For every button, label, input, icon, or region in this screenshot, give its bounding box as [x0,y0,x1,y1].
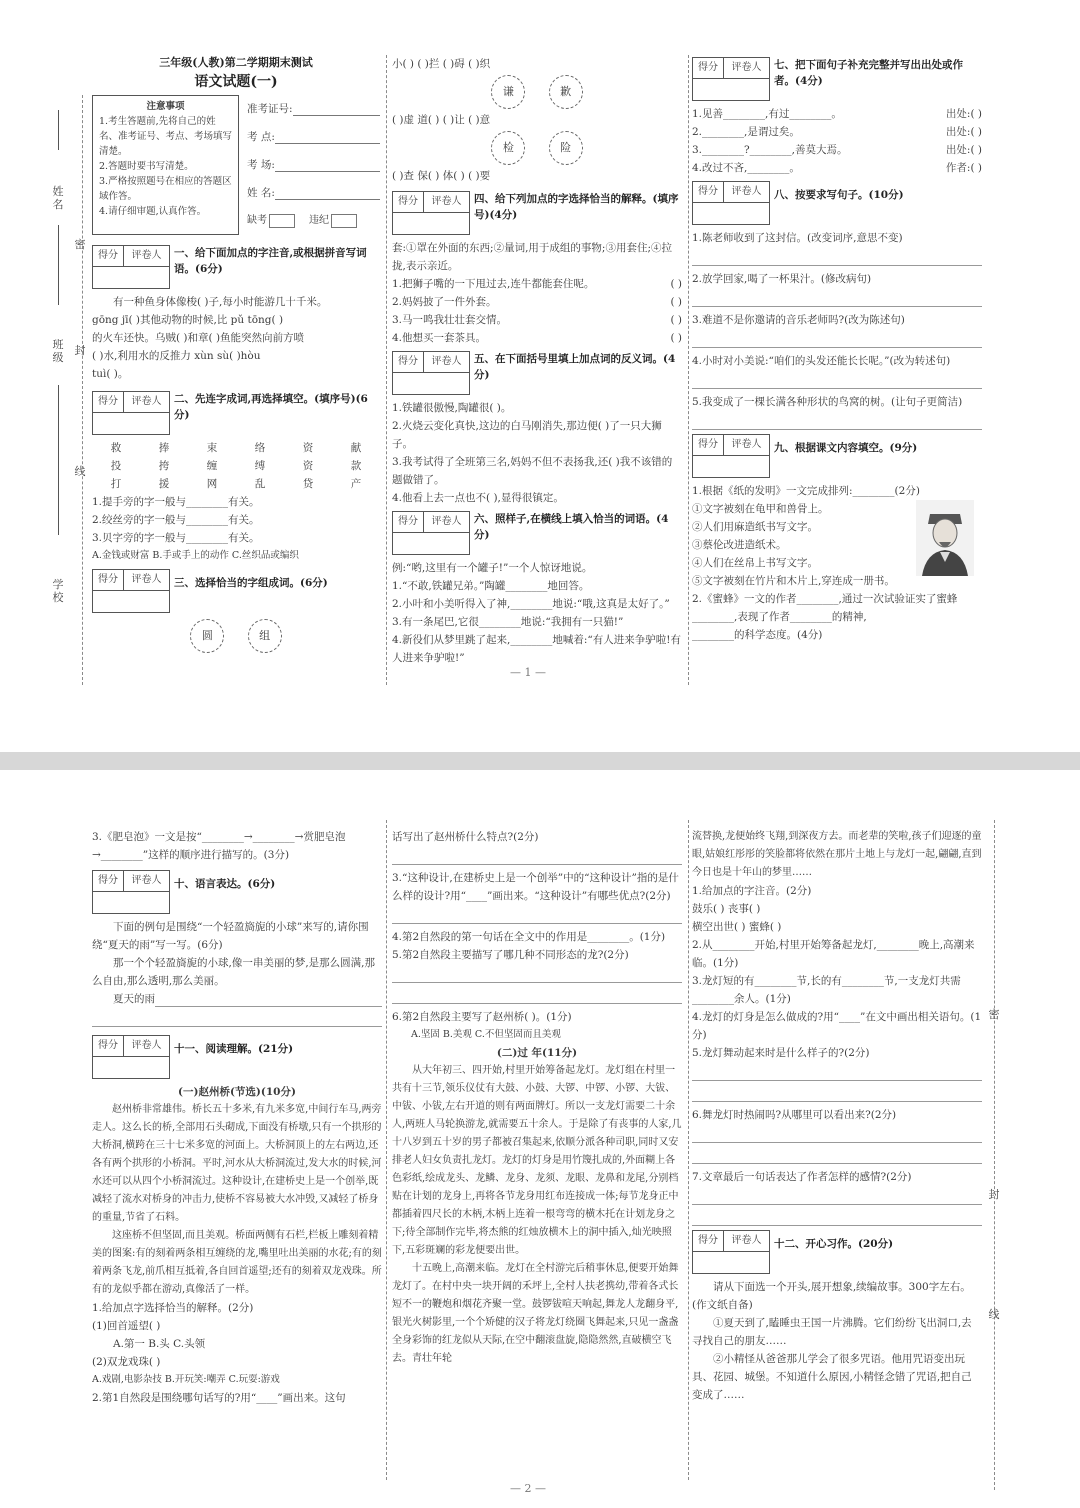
page1-column-1 [92,55,380,653]
q7-source[interactable]: 作者:( ) [945,162,982,174]
score-box: 得分 评卷人 [692,57,770,101]
char-circle: 谦 [491,75,525,109]
answer-line[interactable] [692,331,982,348]
exam-number-field[interactable] [293,95,380,116]
name-field[interactable] [275,179,380,200]
answer-line[interactable] [692,290,982,307]
q5-line: 3.我考试得了全班第三名,妈妈不但不表扬我,还( )我不该错的题做错了。 [392,456,673,486]
score-box: 得分 评卷人 [92,245,170,289]
q4-line: 3.马一鸣我壮壮套交情。 [392,314,508,326]
sub-question: (2)双龙戏珠( ) [92,1356,161,1368]
q9-title: 九、根据课文内容填空。(9分) [774,442,918,454]
sub-question: 5.第2自然段主要描写了哪几种不同形态的龙?(2分) [392,949,629,961]
q1-line: tuì( )。 [92,368,129,380]
q3-line: ( )查 保( ) 体( ) ( )要 [392,170,491,182]
column-divider [386,820,387,1480]
answer-line[interactable] [392,848,682,865]
q2-line: 3.贝字旁的字一般与________有关。 [92,532,260,544]
q2-title: 二、先连字成词,再选择填空。(填序号)(6分) [174,393,368,421]
answer-line[interactable] [692,1085,982,1102]
q1-line: ( )水,利用水的反推力 xùn sù( )hòu [92,350,261,362]
q6-line: 2.小叶和小美听得入了神,________地说:“哦,这真是太好了。” [392,598,670,610]
sub-question: 1.给加点字选择恰当的解释。(2分) [92,1302,254,1314]
exam-room-field[interactable] [275,151,380,172]
side-label-feng: 封 [988,1188,1000,1201]
passage-title: (二)过 年(11分) [496,1047,578,1059]
cut-line [994,820,995,1490]
violation-label: 违纪 [309,215,329,226]
q8-line: 5.我变成了一棵长满各种形状的鸟窝的树。(让句子更简洁) [692,396,963,408]
score-box: 得分 评卷人 [92,569,170,613]
field-label: 考 场: [247,159,275,171]
column-divider [386,55,387,685]
binding-line [58,225,59,305]
answer-line[interactable] [392,987,682,1004]
char-circle: 组 [248,619,282,653]
exam-sheet-page-2 [0,770,1080,1508]
answer-line[interactable] [392,966,682,983]
exam-site-field[interactable] [275,123,380,144]
sub-question: 3.龙灯短的有________节,长的有________节,一支龙灯共需________余人。(1分) [692,975,961,1005]
q5-line: 2.火烧云变化真快,这边的白马刚消失,那边便( )了一只大狮子。 [392,420,662,450]
answer-paren[interactable]: ( ) [670,314,682,326]
side-label-xian: 线 [988,1308,1000,1321]
score-box: 得分 评卷人 [692,181,770,225]
q12-option: ②小精怪从爸爸那儿学会了很多咒语。他用咒语变出玩具、花园、城堡。不知道什么原因,小精怪念错了咒语,把自己变成了…… [692,1353,972,1401]
answer-line[interactable] [92,1010,382,1027]
q6-line: 4.新役们从梦里跳了起来,________地喊着:“有人进来争驴啦!有人进来争驴啦!” [392,634,681,664]
q7-line: 4.改过不吝,________。 [692,162,800,174]
q6-line: 3.有一条尾巴,它很________地说:“我拥有一只猫!” [392,616,624,628]
q1-line: 的火车还快。乌贼( )和章( )鱼能突然向前方喷 [92,332,305,344]
notice-title: 注意事项 [146,101,185,112]
q11-title: 十一、阅读理解。(21分) [174,1043,294,1055]
answer-paren[interactable]: ( ) [670,296,682,308]
exam-subtitle: 三年级(人教)第二学期期末测试 [159,56,313,69]
sub-question: 3.“这种设计,在建桥史上是一个创举”中的“这种设计”指的是什么样的设计?用“____”画出来。“这种设计”有哪些优点?(2分) [392,872,679,902]
sub-question: 5.龙灯舞动起来时是什么样子的?(2分) [692,1047,870,1059]
q4-line: 4.他想买一套茶具。 [392,332,487,344]
notice-item: 3.严格按照题号在相应的答题区域作答。 [99,176,232,202]
sub-options: A.戏剧,电影杂技 B.开玩笑:嘲弄 C.玩耍:游戏 [92,1374,280,1385]
page2-column-1 [92,828,382,1407]
page-gap [0,752,1080,770]
answer-line[interactable] [692,1147,982,1164]
answer-line[interactable] [392,907,682,924]
q3-title: 三、选择恰当的字组成词。(6分) [174,577,328,589]
sub-question: 6.第2自然段主要写了赵州桥( )。(1分) [392,1011,572,1023]
q7-source[interactable]: 出处:( ) [945,108,982,120]
cut-line [82,95,83,685]
page1-column-3 [692,55,982,644]
page2-column-3 [692,828,982,1404]
q7-source[interactable]: 出处:( ) [945,126,982,138]
q10-title: 十、语言表达。(6分) [174,878,276,890]
q4-title: 四、给下列加点的字选择恰当的解释。(填序号)(4分) [474,193,679,221]
notice-box [92,95,239,235]
score-box: 得分 评卷人 [92,1035,170,1079]
sub-question: 2.第1自然段是围绕哪句话写的?用“____”画出来。这句 [92,1392,346,1404]
q6-line: 1.“不敢,铁罐兄弟。”陶罐________地回答。 [392,580,590,592]
sub-question: 6.舞龙灯时热闹吗?从哪里可以看出来?(2分) [692,1109,897,1121]
passage-title: (一)赵州桥(节选)(10分) [178,1086,296,1098]
q3-line: ( )虚 道( ) ( )让 ( )意 [392,114,491,126]
char-circle: 险 [549,131,583,165]
q7-line: 3.________?________,善莫大焉。 [692,144,848,156]
q3-line: 小( ) ( )拦 ( )碍 ( )织 [392,58,491,70]
q7-line: 1.见善________,有过________。 [692,108,842,120]
q1-line: gōng jī( )其他动物的时候,比 pǔ tōng( ) [92,314,284,326]
q4-definitions: 套:①罩在外面的东西;②量词,用于成组的事物;③用套住;④拉拢,表示亲近。 [392,242,672,272]
q9-item: ④人们在丝帛上书写文字。 [692,557,818,569]
q1-line: 有一种鱼身体像梭( )子,每小时能游几十千米。 [113,296,328,308]
side-label-xian: 线 [74,465,86,478]
q12-title: 十二、开心习作。(20分) [774,1238,894,1250]
q8-line: 3.难道不是你邀请的音乐老师吗?(改为陈述句) [692,314,905,326]
sub-question: 话写出了赵州桥什么特点?(2分) [392,831,539,843]
q4-line: 2.妈妈披了一件外套。 [392,296,497,308]
answer-paren[interactable]: ( ) [670,332,682,344]
side-label-mi: 密 [74,238,86,251]
passage-text: 十五晚上,高潮来临。龙灯在全村游完后稍事休息,便要开始舞龙灯了。在村中央一块开阔的禾坪上,全村人扶老携幼,带着各式长短不一的鞭炮和烟花齐聚一堂。鼓锣钹喧天响起,舞龙人龙翻身平,银光火树影里,一个个矫健的汉子将龙灯绕圈飞舞起来,只见一盏盏全身彩饰的红龙似从天际,在空中翻滚盘旋,隐隐然然,直破横空飞去。青壮年轮 [392,1263,679,1364]
score-box: 得分 评卷人 [392,511,470,555]
q5-title: 五、在下面括号里填上加点词的反义词。(4分) [474,353,676,381]
column-divider [688,820,689,1480]
score-box: 得分 评卷人 [392,351,470,395]
page2-column-2 [392,828,682,1368]
q5-line: 1.铁罐很傲慢,陶罐很( )。 [392,402,512,414]
q6-example: 例:“哟,这里有一个罐子!”一个人惊讶地说。 [392,562,593,574]
char-circle: 歉 [549,75,583,109]
q2-character-grid: 救 捧 束 络 资 献 投 挎 缠 缚 资 款 打 援 网 乱 贷 产 [110,442,362,490]
side-label-name: 姓名 [52,185,64,211]
q9-sub2: 2.《蜜蜂》一文的作者________,通过一次试验证实了蜜蜂________,表现了作者________的精神, [692,593,958,623]
answer-line[interactable] [692,249,982,266]
sub-question: 鼓乐( ) 丧事( ) [692,903,761,915]
q8-title: 八、按要求写句子。(10分) [774,189,904,201]
sub-question: 横空出世( ) 蜜蜂( ) [692,921,782,933]
answer-line[interactable] [692,372,982,389]
q12-option: ①夏天到了,瞌睡虫王国一片沸腾。它们纷纷飞出洞口,去寻找自己的朋友…… [692,1317,972,1347]
q5-line: 4.他看上去一点也不( ),显得很镇定。 [392,492,564,504]
char-circle: 检 [491,131,525,165]
answer-line[interactable] [692,1064,982,1081]
page1-column-2 [392,55,682,667]
side-label-feng: 封 [74,344,86,357]
sub-question: 4.第2自然段的第一句话在全文中的作用是________。(1分) [392,931,666,943]
q2-line: 1.提手旁的字一般与________有关。 [92,496,260,508]
sub-options: A.第一 B.头 C.头领 [113,1338,206,1350]
q9-lead: 1.根据《纸的发明》一文完成排列:________(2分) [692,485,920,497]
sub-question: 1.给加点的字注音。(2分) [692,885,812,897]
q8-line: 1.陈老师收到了这封信。(改变词序,意思不变) [692,232,903,244]
passage-text: 赵州桥非常雄伟。桥长五十多米,有九米多宽,中间行车马,两旁走人。这么长的桥,全部用石头砌成,下面没有桥墩,只有一个拱形的大桥洞,横跨在三十七米多宽的河面上。大桥洞顶上的左右两边,还各有两个拱形的小桥洞。平时,河水从大桥洞流过,发大水的时候,河水还可以从四个小桥洞流过。这种设计,在建桥史上是一个创举,既减轻了流水对桥身的冲击力,使桥不容易被大水冲毁,又减轻了桥身的重量,节省了石料。 [92,1104,382,1223]
q10-example: 那一个个轻盈旖旎的小球,像一串美丽的梦,是那么圆满,那么自由,那么透明,那么美丽。 [92,957,376,987]
q8-line: 4.小时对小美说:“咱们的头发还能长长呢。”(改为转述句) [692,355,951,367]
sub-question: 4.龙灯的灯身是怎么做成的?用“____”在文中画出相关语句。(1分) [692,1011,982,1041]
notice-item: 4.请仔细审题,认真作答。 [99,206,207,217]
q4-line: 1.把狮子嘴的一下甩过去,连牛都能套住呢。 [392,278,595,290]
q3-feizaopao: 3.《肥皂泡》一文是按“________→________→赏肥皂泡→________”这样的顺序进行描写的。(3分) [92,831,346,861]
answer-line[interactable] [692,413,982,430]
sub-question: 7.文章最后一句话表达了作者怎样的感情?(2分) [692,1171,912,1183]
column-divider [688,55,689,685]
notice-item: 2.答题时要书写清楚。 [99,161,194,172]
score-box: 得分 评卷人 [392,191,470,235]
q9-item: ⑤文字被刻在竹片和木片上,穿连成一册书。 [692,575,895,587]
passage-text: 从大年初三、四开始,村里开始筹备起龙灯。龙灯组在村里一共有十三节,领乐仪仗有大鼓、小鼓、大锣、中锣、小锣、大钹、中钹、小钹,左右开道的则有两面牌灯。所以一支龙灯需要二十余人,两班人马轮换游龙,就需要五十余人。于是除了有丧事的人家,几十八岁到五十岁的男子都被召集起来,依顺分派各种司职,同时又安排老人妇女负责扎龙灯。龙灯的灯身是用竹篾扎成的,外面糊上各色彩纸,绘成龙头、龙鳞、龙身、龙须、龙眼、龙鼻和龙尾,分别档贴在计划的龙身上,再将各节龙身用红布连接成一体;每节龙身正中都插着四尺长的木柄,木柄上连着一根弯弯的横木托在计划龙身之下;待全部制作完毕,将杰熊的红烛放横木上的洞中插入,灿光映照下,五彩斑斓的彩龙便要出世。 [392,1065,682,1256]
binding-line [58,385,59,535]
passage-text: 流替换,龙便始终飞翔,到深夜方去。而老辈的笑啦,孩子们迎逐的童眼,姑娘红彤彤的笑脸都将依然在那片土地上与龙灯一起,翩翩,直到今日也是十年山的梦里…… [692,831,982,878]
char-circle: 圆 [190,619,224,653]
q8-line: 2.放学回家,喝了一杯果汁。(修改病句) [692,273,872,285]
sub-question: 2.从________开始,村里开始筹备起龙灯,________晚上,高潮来临。(1分) [692,939,975,969]
sub-question: (1)回首遥望( ) [92,1320,161,1332]
field-label: 准考证号: [247,103,293,115]
answer-line[interactable] [692,1126,982,1143]
sub-options: A.坚固 B.美观 C.不但坚固而且美观 [411,1029,561,1040]
answer-paren[interactable]: ( ) [670,278,682,290]
q1-title: 一、给下面加点的字注音,或根据拼音写词语。(6分) [174,247,367,275]
page-number: — 1 — [510,666,546,679]
q12-text: 请从下面选一个开头,展开想象,续编故事。300字左右。(作文纸自备) [692,1281,971,1311]
side-label-mi: 密 [988,1008,1000,1021]
q9-item: ①文字被刻在龟甲和兽骨上。 [692,503,829,515]
q10-lead: 夏天的雨 [113,993,155,1005]
q7-title: 七、把下面句子补充完整并写出出处或作者。(4分) [774,59,963,87]
field-label: 姓 名: [247,187,275,199]
violation-checkbox[interactable] [331,214,357,228]
answer-line[interactable] [155,990,382,1007]
page-number: — 2 — [510,1482,546,1495]
q9-item: ③蔡伦改进造纸术。 [692,539,787,551]
exam-title: 语文试题(一) [194,74,278,90]
side-label-class: 班级 [52,338,64,364]
q6-title: 六、照样子,在横线上填入恰当的词语。(4分) [474,513,669,541]
score-box: 得分 评卷人 [92,870,170,914]
notice-item: 1.考生答题前,先将自己的姓名、准考证号、考点、考场填写清楚。 [99,116,233,157]
score-box: 得分 评卷人 [692,434,770,478]
binding-line [58,110,59,150]
passage-text: 这座桥不但坚固,而且美观。桥面两侧有石栏,栏板上雕刻着精美的图案:有的刻着两条相互缠绕的龙,嘴里吐出美丽的水花;有的刻着两条飞龙,前爪相互抵着,各自回首遥望;还有的刻着双龙戏珠。所有的龙似乎都在游动,真像活了一样。 [92,1230,382,1295]
score-box: 得分 评卷人 [92,391,170,435]
answer-line[interactable] [692,1188,982,1205]
missing-label: 缺考 [247,215,267,226]
field-label: 考 点: [247,131,275,143]
answer-line[interactable] [692,1209,982,1226]
q9-item: ②人们用麻造纸书写文字。 [692,521,818,533]
q9-sub2: ________的科学态度。(4分) [692,629,823,641]
missing-checkbox[interactable] [269,214,295,228]
q10-text: 下面的例句是围绕“一个轻盈旖旎的小球”来写的,请你围绕“夏天的雨”写一写。(6分) [92,921,369,951]
exam-sheet-page-1 [0,0,1080,752]
q2-line: 2.绞丝旁的字一般与________有关。 [92,514,260,526]
score-box: 得分 评卷人 [692,1230,770,1274]
q7-line: 2.________,是谓过矣。 [692,126,800,138]
q7-source[interactable]: 出处:( ) [945,144,982,156]
q2-options: A.金钱或财富 B.手或手上的动作 C.丝织品或编织 [92,550,299,561]
side-label-school: 学校 [52,578,64,604]
cai-lun-portrait-image [916,500,974,576]
